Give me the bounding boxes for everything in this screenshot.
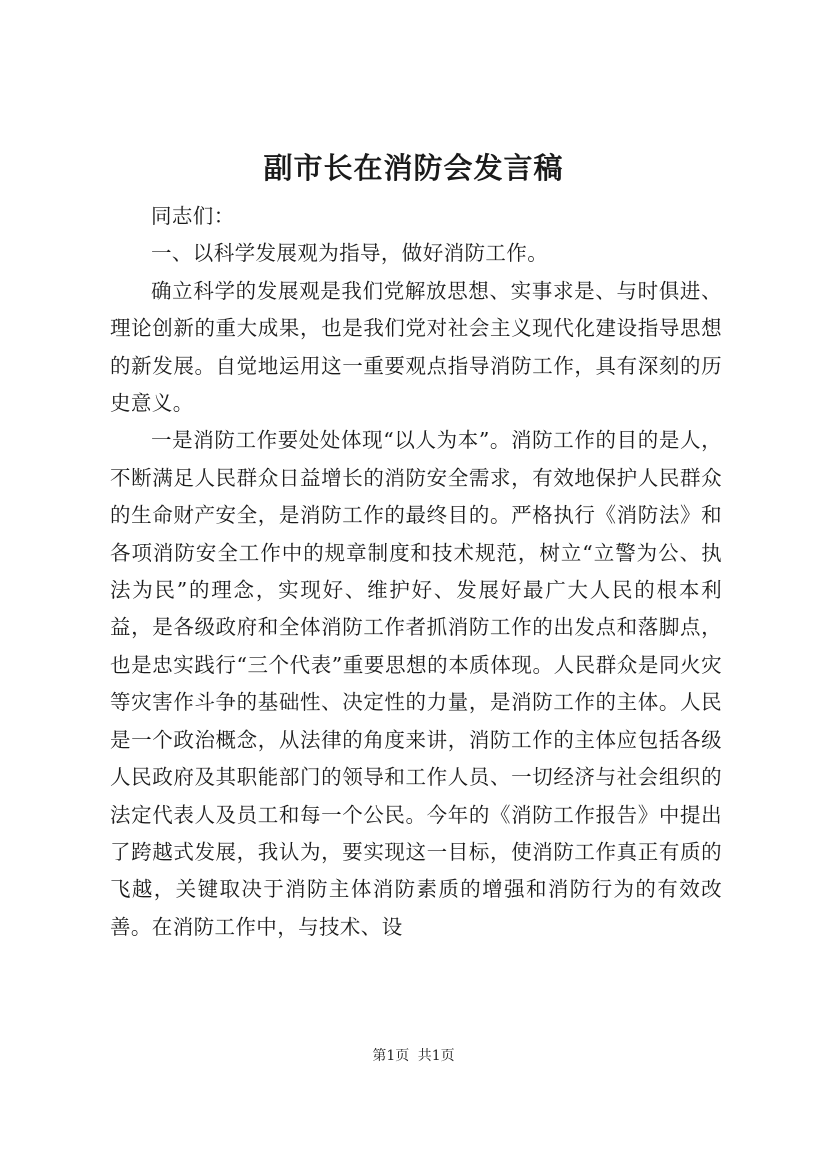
page-number: 第1页: [372, 1048, 410, 1064]
salutation: 同志们：: [151, 204, 235, 228]
body-paragraph: 一是消防工作要处处体现“以人为本”。消防工作的目的是人，不断满足人民群众日益增长的消防安全需求，有效地保护人民群众的生命财产安全，是消防工作的最终目的。严格执行《消防法》和各项消防安全工作中的规章制度和技术规范，树立“立警为公、执法为民”的理念，实现好、维护好、发展好最广大人民的根本利益，是各级政府和全体消防工作者抓消防工作的出发点和落脚点，也是忠实践行“三个代表”重要思想的本质体现。人民群众是同火灾等灾害作斗争的基础性、决定性的力量，是消防工作的主体。人民是一个政治概念，从法律的角度来讲，消防工作的主体应包括各级人民政府及其职能部门的领导和工作人员、一切经济与社会组织的法定代表人及员工和每一个公民。今年的《消防工作报告》中提出了跨越式发展，我认为，要实现这一目标，使消防工作真正有质的飞越，关键取决于消防主体消防素质的增强和消防行为的有效改善。在消防工作中，与技术、设: [110, 428, 722, 939]
page-footer: [0, 1046, 827, 1066]
document-title: 副市长在消防会发言稿: [263, 151, 564, 185]
document-body: [110, 198, 722, 946]
page-total: 共1页: [417, 1048, 455, 1064]
body-paragraph: 确立科学的发展观是我们党解放思想、实事求是、与时俱进、理论创新的重大成果，也是我们党对社会主义现代化建设指导思想的新发展。自觉地运用这一重要观点指导消防工作，具有深刻的历史意义。: [110, 278, 722, 416]
section-heading: 一、以科学发展观为指导，做好消防工作。: [151, 241, 549, 266]
